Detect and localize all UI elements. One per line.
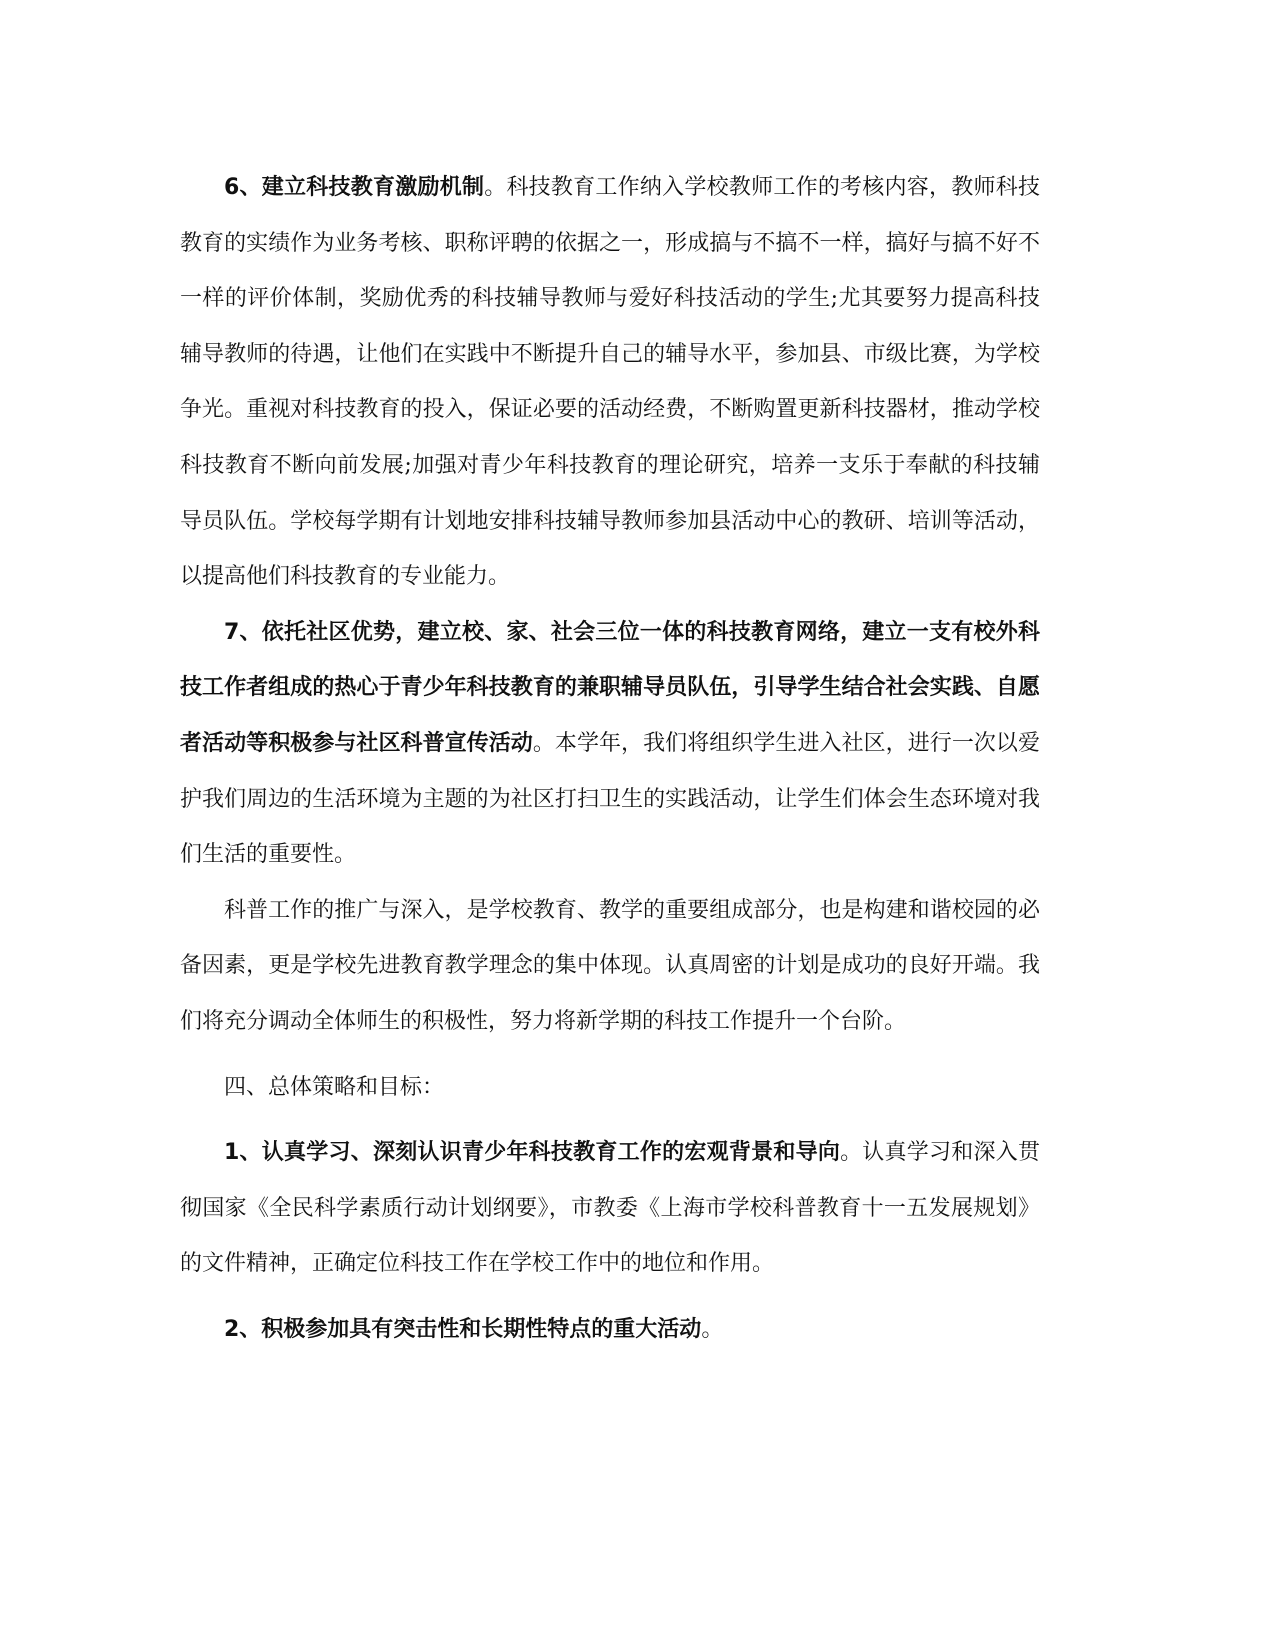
- paragraph-body: 。: [701, 1316, 724, 1342]
- paragraph-major-activities: [180, 1302, 1040, 1358]
- paragraph-body: 。认真学习和深入贯彻国家《全民科学素质行动计划纲要》，市教委《上海市学校科普教育十一五发展规划》的文件精神，正确定位科技工作在学校工作中的地位和作用。: [180, 1140, 1040, 1277]
- paragraph-heading: 1、认真学习、深刻认识青少年科技教育工作的宏观背景和导向: [224, 1140, 841, 1166]
- paragraph-heading: 2、积极参加具有突击性和长期性特点的重大活动: [224, 1316, 702, 1342]
- paragraph-community-network: [180, 605, 1040, 883]
- paragraph-heading: 7、依托社区优势，建立校、家、社会三位一体的科技教育网络，建立一支有校外科技工作者组成的热心于青少年科技教育的兼职辅导员队伍，引导学生结合社会实践、自愿者活动等积极参与社区科普宣传活动: [180, 619, 1040, 756]
- paragraph-body: 。本学年，我们将组织学生进入社区，进行一次以爱护我们周边的生活环境为主题的为社区打扫卫生的实践活动，让学生们体会生态环境对我们生活的重要性。: [180, 730, 1040, 868]
- document-page: [180, 160, 1040, 1357]
- paragraph-study-guidance: [180, 1125, 1040, 1292]
- section-title-text: 四、总体策略和目标：: [224, 1074, 445, 1100]
- paragraph-incentive-mechanism: [180, 160, 1040, 605]
- section-title-strategy: [180, 1060, 1040, 1116]
- paragraph-body: 。科技教育工作纳入学校教师工作的考核内容，教师科技教育的实绩作为业务考核、职称评聘的依据之一，形成搞与不搞不一样，搞好与搞不好不一样的评价体制，奖励优秀的科技辅导教师与爱好科技活动的学生;尤其要努力提高科技辅导教师的待遇，让他们在实践中不断提升自己的辅导水平，参加县、市级比赛，为学校争光。重视对科技教育的投入，保证必要的活动经费，不断购置更新科技器材，推动学校科技教育不断向前发展;加强对青少年科技教育的理论研究，培养一支乐于奉献的科技辅导员队伍。学校每学期有计划地安排科技辅导教师参加县活动中心的教研、培训等活动，以提高他们科技教育的专业能力。: [180, 175, 1040, 590]
- paragraph-summary: [180, 883, 1040, 1050]
- paragraph-body: 科普工作的推广与深入，是学校教育、教学的重要组成部分，也是构建和谐校园的必备因素，更是学校先进教育教学理念的集中体现。认真周密的计划是成功的良好开端。我们将充分调动全体师生的积极性，努力将新学期的科技工作提升一个台阶。: [180, 897, 1040, 1034]
- paragraph-heading: 6、建立科技教育激励机制: [224, 175, 485, 200]
